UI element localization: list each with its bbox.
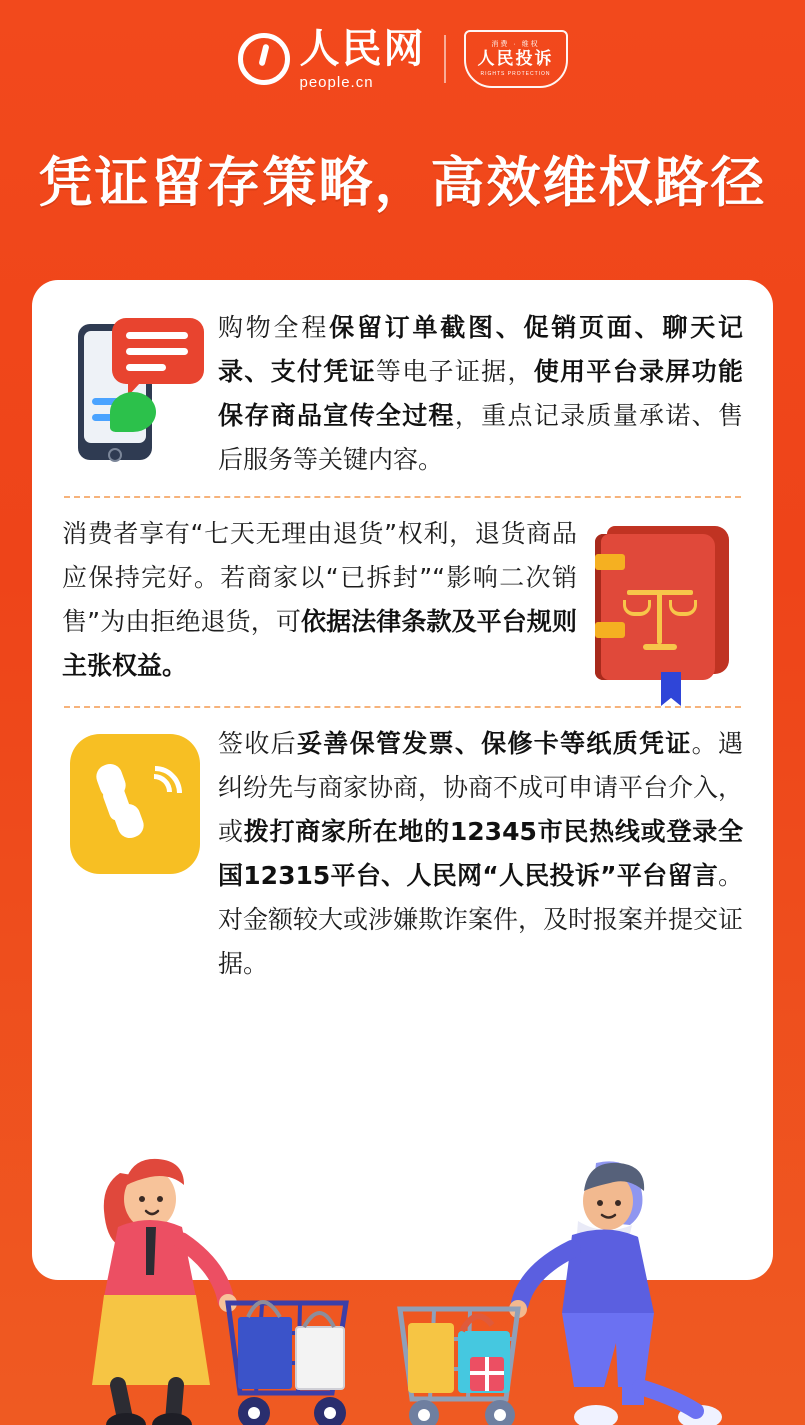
section-2-text: [62, 512, 577, 688]
body-text: 。对金额较大或涉嫌欺诈案件，及时报案并提交证据。: [218, 861, 744, 978]
logo-text-group: [299, 25, 426, 91]
body-text: ，重点记录质量承诺、售后服务等关键内容。: [218, 401, 743, 474]
shoppers-with-carts-illustration: [0, 1095, 805, 1425]
page-header: [0, 0, 805, 118]
body-text: 等电子证据，: [375, 357, 534, 386]
logo-cn-text: 人民网: [299, 25, 426, 72]
emphasis-text: 保留订单截图、促销页面、聊天记录、支付凭证: [218, 313, 743, 386]
section-complaint-channels: [62, 722, 743, 986]
page-title: 凭证留存策略，高效维权路径: [38, 151, 767, 214]
left-shopping-cart: [228, 1302, 346, 1425]
law-book-scales-icon: [583, 512, 743, 692]
section-evidence-keeping: [62, 306, 743, 482]
section-divider-1: [64, 496, 741, 498]
badge-text-group: [478, 41, 554, 77]
logo-en-text: people.cn: [299, 73, 374, 91]
man-pushing-cart-with-groceries: [509, 1161, 722, 1425]
section-return-policy: [62, 512, 743, 692]
right-shopping-cart: [400, 1309, 518, 1425]
people-cn-logo-icon: [238, 33, 290, 85]
smartphone-chat-icon: [62, 306, 212, 476]
people-cn-logo: [238, 25, 426, 91]
phone-call-icon: [62, 722, 212, 892]
body-text: 购物全程: [218, 313, 330, 342]
emphasis-text: 妥善保管发票、保修卡等纸质凭证: [296, 729, 692, 758]
body-text: 。遇纠纷先与商家协商，协商不成可申请平台介入，或: [218, 729, 744, 846]
shield-badge-icon: [464, 30, 568, 88]
emphasis-text: 使用平台录屏功能保存商品宣传全过程: [218, 357, 743, 430]
badge-bottom-text: RIGHTS PROTECTION: [480, 71, 551, 77]
emphasis-text: 拨打商家所在地的12345市民热线或登录全国12315平台、人民网“人民投诉”平台留言: [218, 817, 743, 890]
badge-top-text: 消费 · 维权: [491, 41, 540, 48]
logo-divider: [444, 35, 446, 83]
section-3-text: [218, 722, 743, 986]
body-text: 消费者享有“七天无理由退货”权利，退货商品应保持完好。若商家以“已拆封”“影响二次销售”为由拒绝退货，可: [62, 519, 577, 636]
emphasis-text: 依据法律条款及平台规则主张权益。: [62, 607, 577, 680]
section-divider-2: [64, 706, 741, 708]
section-1-text: [218, 306, 743, 482]
badge-main-text: 人民投诉: [477, 49, 554, 69]
body-text: 签收后: [218, 729, 297, 758]
woman-pushing-cart-with-shopping-bags: [92, 1159, 237, 1425]
